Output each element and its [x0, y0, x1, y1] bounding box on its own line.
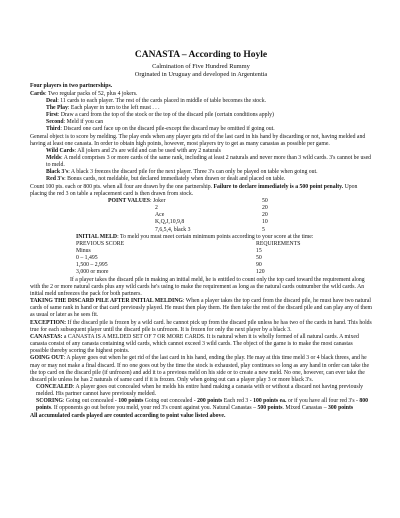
- exception-rule: EXCEPTION: If the discard pile is frozen by a wild card. he cannot pick up from the discard pile unless he has two of the cards in hand. This holds true for each subsequent player until the discard pile is unfrozen. It is frozen for only the next player by a black 3.: [30, 319, 372, 333]
- black-threes-rule: Black 3's: A black 3 freezes the discard pile for the next player. Three 3's can only be played on table when going out.: [46, 169, 318, 176]
- count-paragraph: Count 100 pts. each or 800 pts. when all four are drawn by the one partnership. Failure to declare immediately is a 500 point penalty. Upon placing the red 3 on table a replacement card is then drawn from stock.: [30, 183, 358, 197]
- general-object-paragraph: General object is to score by melding. The play ends when any player gets rid of the last card in his hand by discarding or not, having melded and having at least one canasta. In order to obtain high points, however, most players try to get as many canastas as possible per game.: [30, 133, 366, 147]
- initial-meld-header: PREVIOUS SCORE REQUIREMENTS: [76, 240, 301, 247]
- point-values-row: Ace 20: [155, 212, 268, 219]
- initial-meld-table: [30, 241, 372, 277]
- final-note: All accumulated cards played are counted according to point value listed above.: [30, 412, 226, 419]
- point-values-row: 7,6,5,4, black 3 5: [155, 226, 265, 233]
- subtitle-line-2: Orginated in Uruguay and developed in Argententia: [134, 71, 268, 79]
- melds-rule: Melds: A meld comprises 3 or more cards of the same rank, including at least 2 naturals and never more than 3 wild cards. 3's cannot be used to meld.: [46, 154, 372, 169]
- red-threes-rule: Red 3's: Bonus cards, not meldable, but declared immediately when drawn or dealt and placed on table.: [46, 176, 286, 183]
- going-out-rule: GOING OUT: A player goes out when he get rid of the last card in his hand, ending the play. He may at this time meld 3 or 4 black threes, and he may or may not make a final discard. If no one goes out by the time the stock is exhausted, play continues so long as any hand in order can take the the top card on the discard pile (if unfrozen) and add it to a previous meld on his side or to create a new meld. No one, however, can ever take the discard pile unless he has 2 naturals of same card if it is frozen. Only when going out can a player play 3 or more black 3's.: [30, 355, 369, 383]
- rules-body: [30, 83, 372, 419]
- first-rule: First: Draw a card from the top of the stock or the top of the discard pile (certain conditions apply): [46, 112, 274, 119]
- point-values-row: 2 20: [155, 205, 268, 212]
- third-rule: Third: Discard one card face up on the discard pile-except the discard may be omitted if going out.: [46, 126, 275, 133]
- second-rule: Second: Meld if you can: [46, 119, 104, 126]
- initial-meld-row: 3,000 or more 120: [76, 269, 265, 276]
- deal-rule: Deal: 11 cards to each player. The rest of the cards placed in middle of table becomes the stock.: [46, 97, 267, 104]
- concealed-rule: CONCEALED: A player goes out concealed when he melds his entire hand making a canasta with or without a discard not having previously melded. His partner cannot have previously melded.: [36, 383, 364, 398]
- page-title: CANASTA – According to Hoyle: [134, 50, 268, 60]
- taking-discard-rule: TAKING THE DISCARD PILE AFTER INITIAL MELDING: When a player takes the top card from the discard pile, he must have two natural cards of same rank in hand or that card previously played. He must then play them. He then take the rest of the discard pile and can play any of them as usual or later as he sees fit.: [30, 298, 373, 319]
- scoring-rule: SCORING: Going out concealed - 100 points Going out concealed - 200 points Each red 3 - 100 points ea. or if you have all four red 3's - 800 points. If opponents go out before you meld, your red 3's count against you. Natural Canastas – 500 points. Mixed Canastas – 300 points: [36, 398, 368, 412]
- initial-meld-row: Minus 15: [76, 248, 262, 254]
- initial-meld-paragraph: If a player takes the discard pile in making an initial meld, he is entitled to count only the top card toward the requirement along with the 2 or more natural cards plus any wild cards he's using to make the requirement as long as the natural cards outnumber the wild cards. An initial meld unfreezes the pack for both partners.: [30, 276, 365, 297]
- initial-meld-rule: INITIAL MELD: To meld you must meet certain minimum points according to your score at the time:: [76, 233, 314, 240]
- cards-rule: Cards: Two regular packs of 52, plus 4 jokers.: [30, 90, 138, 97]
- point-values-row: POINT VALUES : Joker 50: [107, 197, 268, 204]
- point-values-row: K,Q,J,10,9,8 10: [155, 219, 268, 226]
- point-values-table: [30, 198, 372, 234]
- initial-meld-row: 0 – 1,495 50: [76, 255, 262, 262]
- four-players-heading: Four players in two partnerships.: [30, 83, 113, 90]
- initial-meld-row: 1,500 – 2,995 90: [76, 262, 262, 269]
- wild-cards-rule: Wild Cards: All jokers and 2's are wild and can be used with any 2 naturals: [46, 147, 221, 154]
- canastas-rule: CANASTAS: a CANASTA IS A MELDED SET OF 7 OR MORE CARDS. It is natural when it is wholly formed of all natural cards. A mixed canasta consist of any canasta containing wild cards, which cannot exceed 3 wild cards. The object of the game is to make the most canastas possible thereby scoring the highest points.: [30, 333, 359, 355]
- play-rule: The Play: Each player in turn to the left must . . .: [46, 104, 160, 111]
- subtitle-line-1: Calmination of Five Hundred Rummy: [152, 63, 250, 70]
